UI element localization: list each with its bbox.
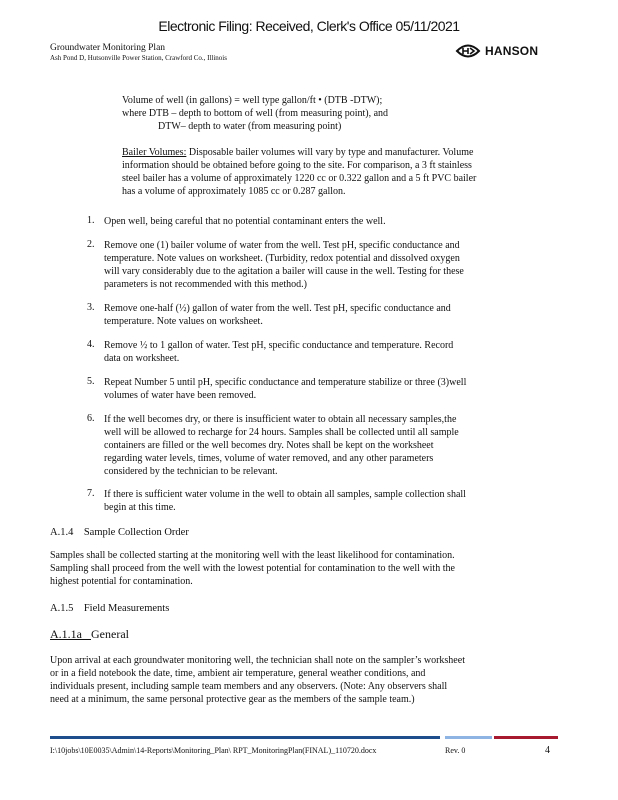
section-number: A.1.1a bbox=[50, 627, 82, 641]
hanson-logo bbox=[455, 40, 550, 62]
footer-path: I:\10jobs\10E0035\Admin\14-Reports\Monitoring_Plan\ RPT_MonitoringPlan(FINAL)_110720.docx bbox=[50, 746, 377, 755]
bailer-line-1-text: Disposable bailer volumes will vary by type and manufacturer. Volume bbox=[186, 147, 474, 158]
step-2-line-4: parameters is not recommended with this method.) bbox=[104, 279, 308, 290]
page-number: 4 bbox=[545, 745, 550, 756]
footer-rev: Rev. 0 bbox=[445, 746, 466, 755]
hanson-logo-icon bbox=[455, 42, 481, 60]
formula-line-3: DTW– depth to water (from measuring point) bbox=[158, 121, 342, 132]
step-4-line-2: data on worksheet. bbox=[104, 353, 180, 364]
footer-bar-red bbox=[494, 736, 558, 739]
step-number: 1. bbox=[87, 215, 95, 226]
logo-text: HANSON bbox=[485, 44, 539, 58]
formula-line-2: where DTB – depth to bottom of well (from measuring point), and bbox=[122, 108, 389, 119]
step-number: 4. bbox=[87, 339, 95, 350]
bailer-label: Bailer Volumes: bbox=[122, 147, 187, 158]
footer-bar-light bbox=[445, 736, 492, 739]
section-number: A.1.5 bbox=[50, 603, 74, 614]
step-2-line-3: will vary considerably due to the agitation a bailer will cause in the well. Testing for these bbox=[104, 266, 464, 277]
step-number: 6. bbox=[87, 413, 95, 424]
step-6-line-5: considered by the technician to be relevant. bbox=[104, 466, 278, 477]
section-title: Sample Collection Order bbox=[83, 527, 189, 538]
step-6-line-4: regarding water levels, times, volume of water removed, and any other parameters bbox=[104, 453, 434, 464]
section-heading-a14 bbox=[50, 527, 189, 538]
section-heading-a11a bbox=[50, 627, 129, 642]
step-1-line-1: Open well, being careful that no potential contaminant enters the well. bbox=[104, 216, 386, 227]
a14-para-line-1: Samples shall be collected starting at the monitoring well with the least likelihood for contamination. bbox=[50, 550, 455, 561]
section-title: Field Measurements bbox=[83, 603, 170, 614]
step-5-line-2: volumes of water have been removed. bbox=[104, 390, 257, 401]
general-para-line-2: or in a field notebook the date, time, ambient air temperature, general weather conditions, and bbox=[50, 668, 426, 679]
bailer-line-3: steel bailer has a volume of approximately 1220 cc or 0.322 gallon and a 5 ft PVC bailer bbox=[122, 173, 477, 184]
step-2-line-2: temperature. Note values on worksheet. (Turbidity, redox potential and dissolved oxygen bbox=[104, 253, 460, 264]
step-4-line-1: Remove ½ to 1 gallon of water. Test pH, specific conductance and temperature. Record bbox=[104, 340, 454, 351]
section-title: General bbox=[91, 627, 129, 641]
general-para-line-4: need at a minimum, the same personal protective gear as the members of the sample team.) bbox=[50, 694, 415, 705]
bailer-line-1 bbox=[122, 146, 473, 159]
general-para-line-1: Upon arrival at each groundwater monitoring well, the technician shall note on the sampler’s worksheet bbox=[50, 655, 465, 666]
bailer-line-2: information should be obtained before going to the site. For comparison, a 3 ft stainless bbox=[122, 160, 472, 171]
header-title: Groundwater Monitoring Plan bbox=[50, 43, 166, 53]
a14-para-line-3: highest potential for contamination. bbox=[50, 576, 193, 587]
footer-bar-blue bbox=[50, 736, 440, 739]
section-number: A.1.4 bbox=[50, 527, 74, 538]
step-number: 2. bbox=[87, 239, 95, 250]
step-2-line-1: Remove one (1) bailer volume of water from the well. Test pH, specific conductance and bbox=[104, 240, 460, 251]
step-number: 3. bbox=[87, 302, 95, 313]
step-3-line-1: Remove one-half (½) gallon of water from the well. Test pH, specific conductance and bbox=[104, 303, 451, 314]
bailer-line-4: has a volume of approximately 1085 cc or 0.287 gallon. bbox=[122, 186, 346, 197]
filing-stamp: Electronic Filing: Received, Clerk's Office 05/11/2021 bbox=[158, 18, 460, 34]
step-number: 5. bbox=[87, 376, 95, 387]
section-heading-a15 bbox=[50, 603, 169, 614]
formula-line-1: Volume of well (in gallons) = well type gallon/ft • (DTB -DTW); bbox=[122, 95, 383, 106]
step-7-line-1: If there is sufficient water volume in the well to obtain all samples, sample collection shall bbox=[104, 489, 466, 500]
step-7-line-2: begin at this time. bbox=[104, 502, 176, 513]
header-subtitle: Ash Pond D, Hutsonville Power Station, Crawford Co., Illinois bbox=[50, 54, 227, 62]
step-number: 7. bbox=[87, 488, 95, 499]
general-para-line-3: individuals present, including sample team members and any observers. (Note: Any observers shall bbox=[50, 681, 448, 692]
a14-para-line-2: Sampling shall proceed from the well with the lowest potential for contamination to the well with the bbox=[50, 563, 455, 574]
step-3-line-2: temperature. Note values on worksheet. bbox=[104, 316, 263, 327]
step-6-line-2: well will be allowed to recharge for 24 hours. Samples shall be collected until all sample bbox=[104, 427, 459, 438]
step-6-line-1: If the well becomes dry, or there is insufficient water to obtain all necessary samples,the bbox=[104, 414, 457, 425]
step-5-line-1: Repeat Number 5 until pH, specific conductance and temperature stabilize or three (3)well bbox=[104, 377, 467, 388]
step-6-line-3: containers are filled or the well becomes dry. Notes shall be kept on the worksheet bbox=[104, 440, 434, 451]
